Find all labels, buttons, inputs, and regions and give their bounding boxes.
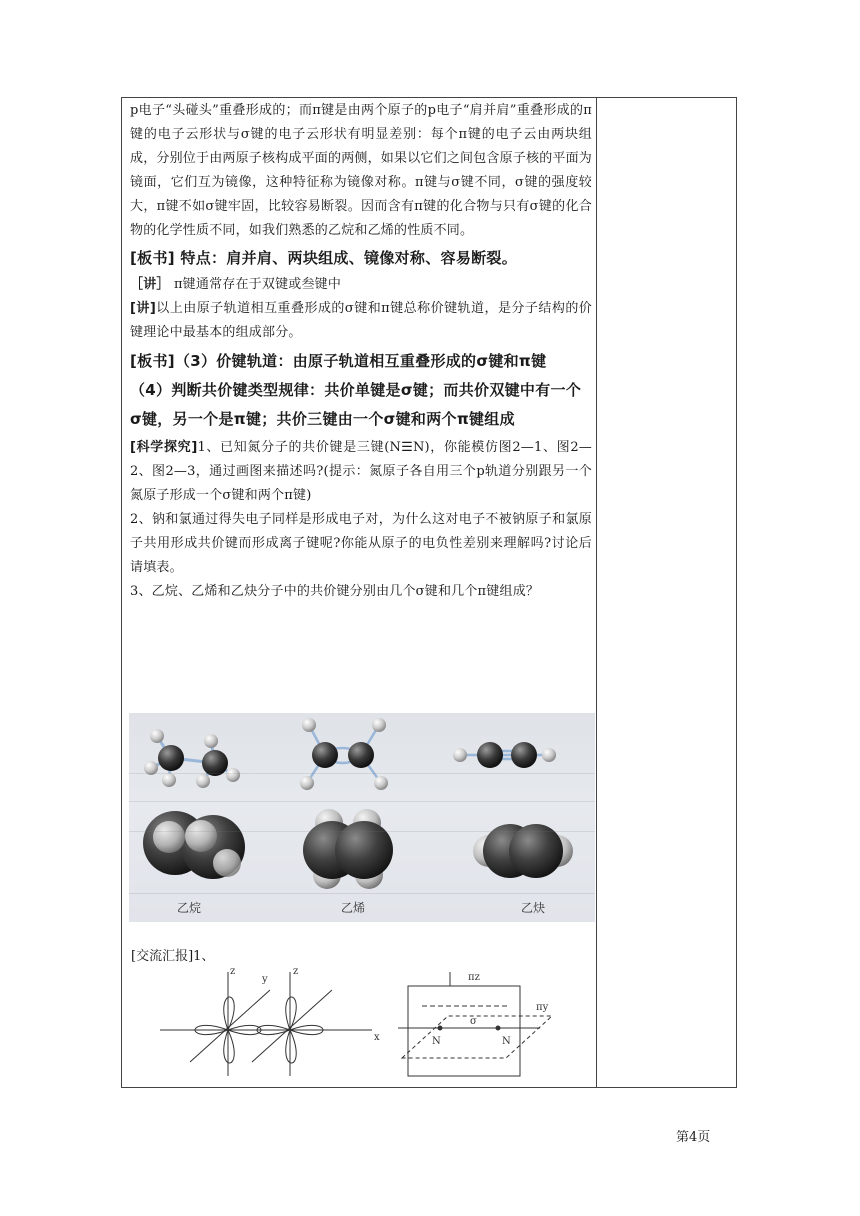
science-inquiry-q3: 3、乙烷、乙烯和乙炔分子中的共价键分别由几个σ键和几个π键组成？: [130, 584, 540, 599]
table-column-divider: [596, 97, 597, 1088]
intro-paragraph: p电子“头碰头”重叠形成的；而π键是由两个原子的p电子“肩并肩”重叠形成的π键的电子云形状与σ键的电子云形状有明显差别：每个π键的电子云由两块组成，分别位于由两原子核构成平面的两侧，如果以它们之间包含原子核的平面为镜面，它们互为镜像，这种特征称为镜像对称。π键与σ键不同，σ键的强度较大，π键不如σ键牢固，比较容易断裂。因而含有π键的化合物与只有σ键的化合物的化学性质不同，如我们熟悉的乙烷和乙烯的性质不同。: [130, 103, 593, 238]
ethylene-ball-stick: [300, 718, 388, 790]
label-pi-y: πy: [536, 1002, 549, 1013]
ethylene-space-filling: [303, 809, 393, 889]
label-n-right: N: [502, 1036, 511, 1047]
lecture-tag-2: [讲]: [130, 301, 157, 316]
label-z2: z: [293, 966, 299, 977]
label-n-left: N: [432, 1036, 441, 1047]
label-y1: y: [262, 974, 268, 985]
label-x: x: [374, 1032, 380, 1043]
molecule-models-figure: [129, 713, 595, 922]
orbital-diagrams: [150, 966, 590, 1084]
lecture-note-2: [130, 297, 592, 345]
science-inquiry-q1: [130, 436, 592, 508]
ethane-ball-stick: [144, 729, 240, 788]
lecture-text: π键通常存在于双键或叁键中: [169, 277, 342, 292]
exchange-report-text: 1、: [193, 949, 215, 964]
lecture-text-2: 以上由原子轨道相互重叠形成的σ键和π键总称价键轨道，是分子结构的价键理论中最基本的组成部分。: [130, 301, 592, 340]
label-z1: z: [230, 966, 236, 977]
exchange-report: [131, 945, 214, 964]
board-note-valence-orbital: [板书]（3）价键轨道：由原子轨道相互重叠形成的σ键和π键: [130, 352, 547, 370]
caption-acetylene: 乙炔: [521, 901, 546, 915]
caption-ethylene: 乙烯: [341, 901, 366, 915]
main-content-cell: [130, 99, 592, 604]
board-note-bond-rule: （4）判断共价键类型规律：共价单键是σ键；而共价双键中有一个σ键，另一个是π键；共价三键由一个σ键和两个π键组成: [130, 381, 582, 428]
board-note-features: [板书] 特点：肩并肩、两块组成、镜像对称、容易断裂。: [130, 249, 518, 267]
lecture-tag: ［讲］: [130, 277, 170, 292]
science-inquiry-q1-text: 1、已知氮分子的共价键是三键(N☰N)，你能模仿图2—1、图2—2、图2—3，通过画图来描述吗?(提示：氮原子各自用三个p轨道分别跟另一个氮原子形成一个σ键和两个π键): [130, 440, 592, 503]
orbital-diagrams-svg: [150, 966, 590, 1084]
ethane-space-filling: [143, 811, 245, 879]
molecule-models-svg: [129, 713, 595, 922]
page-number: 第4页: [676, 1130, 711, 1145]
exchange-report-tag: [交流汇报]: [131, 949, 194, 964]
acetylene-ball-stick: [453, 742, 556, 768]
acetylene-space-filling: [473, 824, 573, 878]
label-sigma: σ: [470, 1016, 477, 1027]
label-pi-z: πz: [468, 972, 480, 983]
caption-ethane: 乙烷: [177, 901, 202, 915]
lecture-note-1: [130, 273, 592, 297]
science-inquiry-tag: [科学探究]: [130, 440, 198, 455]
science-inquiry-q2: 2、钠和氯通过得失电子同样是形成电子对，为什么这对电子不被钠原子和氯原子共用形成共价键而形成离子键呢?你能从原子的电负性差别来理解吗?讨论后请填表。: [130, 512, 592, 575]
